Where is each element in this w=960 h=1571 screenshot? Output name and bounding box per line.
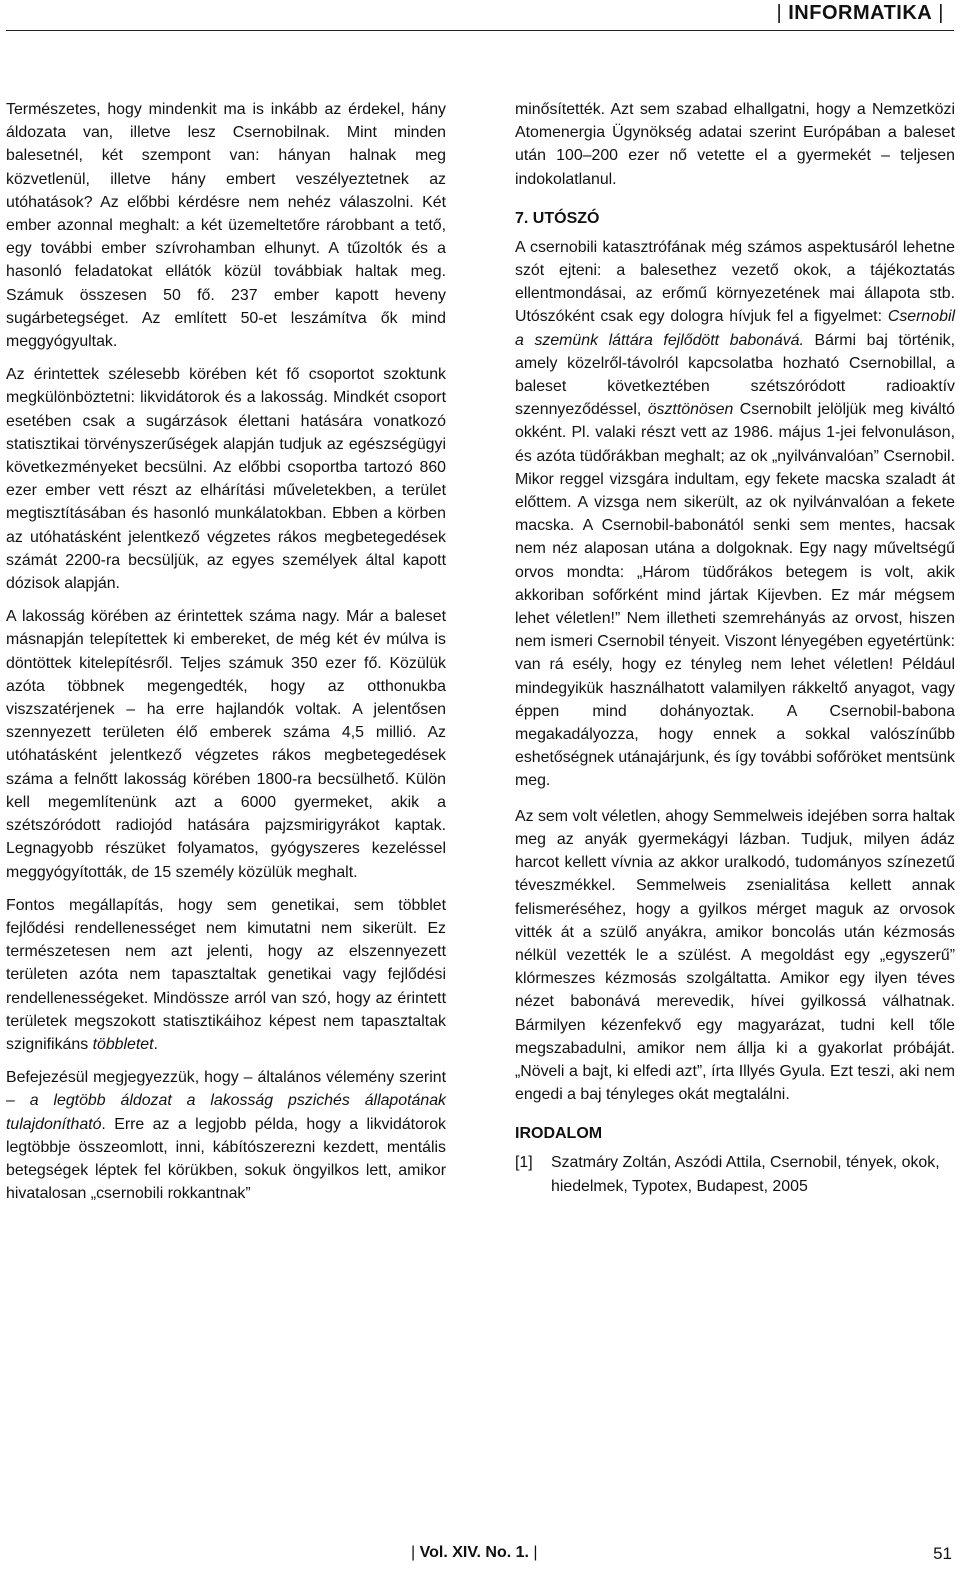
reference-text: Szatmáry Zoltán, Aszódi Attila, Csernobil, tények, okok, hiedelmek, Typotex, Budapest, 2005 bbox=[551, 1154, 940, 1195]
section-title: | INFORMATIKA | bbox=[776, 2, 944, 25]
left-paragraph-5 bbox=[6, 1066, 446, 1205]
right-paragraph-1: minősítették. Azt sem szabad elhallgatni, hogy a Nemzetközi Atomenergia Ügynökség adatai szerint Európában a baleset után 100–200 ezer nő vetette el a gyermekét – teljesen indokolatlanul. bbox=[515, 101, 955, 188]
page-header bbox=[0, 0, 960, 32]
right-p2-text-b: Bármi baj történik, amely közelről-távolról kapcsolatba hozható Csernobillal, a baleset következtében szétszóródott radioaktív szennyeződéssel, bbox=[515, 331, 955, 419]
references-heading: IRODALOM bbox=[515, 1125, 603, 1143]
left-p4-emphasis: többletet bbox=[92, 1035, 154, 1053]
outro-heading: 7. UTÓSZÓ bbox=[515, 209, 600, 227]
left-p4-text-a: Fontos megállapítás, hogy sem genetikai, sem többlet fejlődési rendellenességet nem kimutatni nem sikerült. Ez természetesen nem azt jelenti, hogy az elszennyezett területen azóta nem tapasztaltak genetikai vagy fejlődési rendellenességeket. Mindössze arról van szó, hogy az érintett területek megszokott statisztikáihoz képest nem tapasztaltak szignifikáns bbox=[6, 896, 446, 1053]
page-number: 51 bbox=[933, 1544, 952, 1563]
left-p4-text-b: . bbox=[153, 1035, 158, 1053]
right-p2-emphasis-1: Csernobil a szemünk láttára fejlődött babonává. bbox=[515, 308, 955, 349]
right-paragraph-3: Az sem volt véletlen, ahogy Semmelweis idejében sorra haltak meg az anyák gyermekágyi lázban. Tudjuk, milyen ádáz harcot kellett vívnia az akkor uralkodó, tudományos színezetű téveszmékkel. Semmelweis zsenialitása kellett annak felismeréséhez, hogy a gyilkos mérget maguk az orvosok vitték át a szülő anyákra, amikor boncolás után kézmosás nélkül vezették le a szülést. A megoldást egy „egyszerű” klórmeszes kézmosás szolgáltatta. Amikor egy ilyen téves nézet babonává merevedik, hívei gyilkossá válhatnak. Bármilyen kézenfekvő egy magyarázat, tudni kell tőle megszabadulni, amikor nem állja ki a gyakorlat próbáját. „Növeli a bajt, ki elfedi azt”, írta Illyés Gyula. Ezt teszi, aki nem engedi a baj tényleges okát megtalálni. bbox=[515, 807, 955, 1104]
reference-item bbox=[515, 1151, 955, 1197]
right-paragraph-2 bbox=[515, 236, 955, 793]
right-p2-text-a: A csernobili katasztrófának még számos aspektusáról lehetne szót ejteni: a balesethez vezető okok, a tájékoztatás ellentmondásai, az erőmű környezetének mai állapota stb. Utószóként csak egy dologra hívjuk fel a figyelmet: bbox=[515, 238, 955, 326]
header-rule bbox=[6, 30, 954, 31]
left-paragraph-1: Természetes, hogy mindenkit ma is inkább az érdekel, hány áldozata van, illetve lesz Csernobilnak. Mint minden balesetnél, két szempont van: hányan halnak meg közvetlenül, illetve hány embert veszélyeztetnek az utóhatások? Az előbbi kérdésre nem nehéz válaszolni. Két ember azonnal meghalt: a két üzemeltetőre rárobbant a tető, egy további ember szívrohamban elhunyt. A tűzoltók és a hasonló feladatokat ellátók közül továbbiak haltak meg. Számuk összesen 50 fő. 237 ember kapott heveny sugárbetegséget. Az említett 50-et leszámítva ők mind meggyógyultak. bbox=[6, 101, 446, 351]
page-footer bbox=[0, 1542, 960, 1570]
left-p5-text-b: . Erre az a legjobb példa, hogy a likvidátorok legtöbbje összeomlott, inni, kábítószerezni kezdett, mentális betegségek léptek fel körükben, sokuk öngyilkos lett, amikor hivatalosan „csernobili rokkantnak” bbox=[6, 1115, 446, 1203]
left-column bbox=[6, 98, 446, 1215]
right-p2-text-c: Csernobilt jelöljük meg kiváltó okként. Pl. valaki részt vett az 1986. május 1-jei felvonuláson, és azóta tüdőrákban meghalt; az ok „nyilvánvalóan” Csernobil. Mikor reggel vizsgára indultam, egy fekete macska szaladt át előttem. A vizsga nem sikerült, az ok nyilvánvalóan a fekete macska. A Csernobil-babonától senki sem mentes, hacsak nem néz alaposan utána a dolgoknak. Egy nagy műveltségű orvos mondta: „Három tüdőrákos betegem is volt, akik akkoriban sofőrként mind jártak Kijevben. Ez már mégsem lehet véletlen!” Nem illetheti szemrehányás az orvost, hiszen nem ismeri Csernobil tényeit. Viszont lényegében egyetértünk: van rá esély, hogy ez tényleg nem lehet véletlen! Például mindegyikük használhatott valamilyen rákkeltő anyagot, vagy éppen mind dohányoztak. A Csernobil-babona megakadályozza, hogy ennek a sokkal valószínűbb eshetőségnek utánajárjunk, és így további sofőröket mentsünk meg. bbox=[515, 401, 956, 790]
volume-label: | Vol. XIV. No. 1. | bbox=[411, 1544, 538, 1562]
right-column bbox=[515, 98, 955, 1198]
left-p5-text-a: Befejezésül megjegyezzük, hogy – általános vélemény szerint – bbox=[6, 1069, 446, 1110]
reference-number: [1] bbox=[515, 1154, 533, 1172]
left-p5-emphasis: a legtöbb áldozat a lakosság pszichés állapotának tulajdonítható bbox=[6, 1092, 446, 1133]
left-paragraph-4 bbox=[6, 894, 446, 1056]
right-p2-emphasis-2: öszttönösen bbox=[647, 401, 734, 419]
left-paragraph-3: A lakosság körében az érintettek száma nagy. Már a baleset másnapján telepítettek ki embereket, de még két év múlva is döntöttek kitelepítésről. Teljes számuk 350 ezer fő. Közülük azóta többnek megengedték, hogy az otthonukba viszszatérjenek – ha erre hajlandók voltak. A jelentősen szennyezett területen élő emberek száma 4,5 millió. Az utóhatásként jelentkező végzetes rákos megbetegedések száma a felnőtt lakosság körében 1800-ra becsülhető. Külön kell megemlítenünk azt a 6000 gyermeket, akik a szétszóródott radiojód hatására pajzsmirigyrákot kaptak. Legnagyobb részüket folyamatos, gyógyszeres kezeléssel meggyógyították, de 15 személy közülük meghalt. bbox=[6, 608, 446, 881]
left-paragraph-2: Az érintettek szélesebb körében két fő csoportot szoktunk megkülönböztetni: likvidátorok és a lakosság. Mindkét csoport esetében csak a sugárzások élettani hatására vonatkozó statisztikai törvényszerűségek alapján tudjuk az egészségügyi következményeket becsülni. Az előbbi csoportba tartozó 860 ezer ember vett részt az elhárítási műveletekben, a terület megtisztításában és hasonló munkálatokban. Ebben a körben az utóhatásként jelentkező végzetes rákos megbetegedések számát 2200-ra becsüljük, az egyes személyek által kapott dózisok alapján. bbox=[6, 366, 446, 593]
